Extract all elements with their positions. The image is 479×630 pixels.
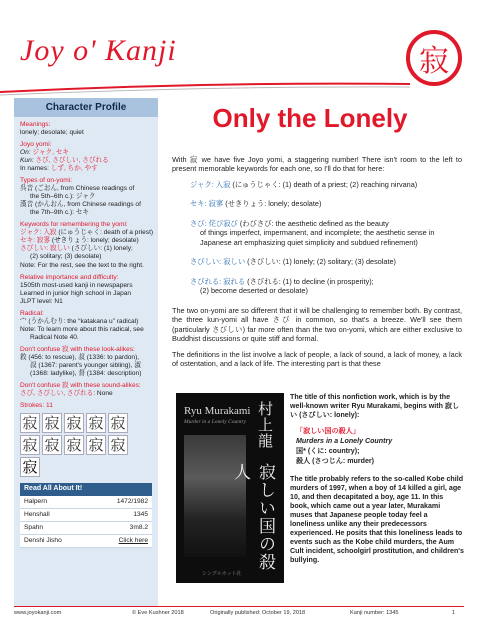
- look-alikes-title: Don't confuse 寂 with these look-alikes:: [20, 345, 135, 353]
- types-go-line: 呉音 (ごおん, from Chinese readings of: [20, 185, 135, 193]
- stroke-step: 寂: [86, 413, 106, 433]
- site-logo[interactable]: Joy o' Kanji: [20, 34, 177, 67]
- sidebox-intro: The title of this nonfiction work, which is by the well-known writer Ryu Murakami, begins with 寂しい (さびしい: lonely):: [290, 393, 460, 420]
- ref-value: 1472/1982: [91, 496, 152, 509]
- cover-author-en: Ryu Murakami: [184, 405, 251, 417]
- entry-continuation: (2) become deserted or desolate): [200, 286, 308, 296]
- stroke-step: 寂: [64, 435, 84, 455]
- stroke-step: 寂: [42, 435, 62, 455]
- cover-title-jp: 寂しい国の殺人: [230, 463, 275, 571]
- sound-alikes-title: Don't confuse 寂 with these sound-alikes:: [20, 381, 141, 389]
- look-alikes-line-3[interactable]: (1368: ladylike), 督 (1384: description): [30, 369, 142, 377]
- book-vocab-2: 殺人 (さつじん: murder): [296, 457, 375, 466]
- keywords-note: Note: For the rest, see the text to the right.: [20, 261, 144, 269]
- footer-site-link[interactable]: www.joyokanji.com: [14, 610, 62, 616]
- sidebar-heading: Character Profile: [14, 98, 158, 117]
- stroke-order-grid: [20, 413, 152, 477]
- featured-kanji: 寂: [419, 44, 449, 79]
- yomi-entry-list: [172, 180, 462, 296]
- character-profile-sidebar: [14, 98, 158, 606]
- stroke-step: 寂: [86, 435, 106, 455]
- stroke-step: 寂: [42, 413, 62, 433]
- stroke-step-final: 寂: [20, 457, 40, 477]
- keyword-2-word[interactable]: セキ: 寂寥: [20, 237, 51, 245]
- entry-continuation: of things imperfect, impermanent, and incomplete; the aesthetic sense in Japanese art emphasizing quiet simplicity and subdued refinement): [200, 228, 435, 247]
- sound-alikes-none: : None: [93, 389, 113, 397]
- importance-line-1: 1505th most-used kanji in newspapers: [20, 281, 133, 289]
- list-item: [190, 257, 462, 266]
- keyword-3-cont: (2) solitary; (3) desolate): [30, 253, 102, 261]
- entry-reading: ジャク: 入寂: [190, 179, 231, 189]
- stroke-step: 寂: [108, 435, 128, 455]
- importance-line-2: Learned in junior high school in Japan: [20, 289, 132, 297]
- ref-value: 3m8.2: [91, 521, 152, 534]
- look-alikes-line-1[interactable]: 救 (456: to rescue), 叔 (1336: to pardon),: [20, 353, 140, 361]
- on-readings: ジャク, セキ: [32, 149, 69, 157]
- kun-readings: さび, さびしい, さびれる: [35, 157, 109, 165]
- ref-name: Henshall: [20, 508, 91, 521]
- table-row: [20, 534, 152, 547]
- entry-gloss: (にゅうじゃく: (1) death of a priest; (2) reaching nirvana): [230, 179, 418, 189]
- entry-reading: さびれる: 寂れる: [190, 276, 246, 286]
- body-paragraph-3: The definitions in the list involve a lack of people, a lack of sound, a lack of money, a lack of ostentation, and a lack of life. The interesting part is that these: [172, 349, 462, 369]
- importance-title: Relative importance and difficulty:: [20, 273, 119, 281]
- read-all-table: [20, 483, 152, 548]
- table-row: [20, 521, 152, 534]
- entry-reading: さび: 侘び寂び: [190, 218, 238, 228]
- ref-value: 1345: [91, 508, 152, 521]
- footer-copyright: © Eve Kushner 2018: [132, 610, 184, 616]
- entry-reading: セキ: 寂寥: [190, 199, 224, 209]
- footer-kanji-number: Kanji number: 1345: [350, 610, 399, 616]
- table-row: [20, 508, 152, 521]
- sidebox-body: The title probably refers to the so-called Kobe child murders of 1997, when a boy of 14 killed a girl, age 10, and then decapitated a boy, age 11. In this book, which came out a year later, Murakami muses that Japanese people today feel a loneliness unlike any their predecessors experienced. He posits that this loneliness leads to events such as the Kobe child murders, the Aum Cult incident, schoolgirl prostitution, and children's bullying.: [290, 474, 464, 565]
- intro-paragraph: With 寂 we have five Joyo yomi, a staggering number! There isn't room to the left to present memorable keywords for each one, so I'll do that for here:: [172, 155, 462, 174]
- names-label: In names:: [20, 165, 49, 173]
- keyword-1-gloss: (にゅうじゃく: death of a priest): [56, 229, 154, 237]
- book-vocab-1: 国* (くに: country);: [296, 447, 360, 456]
- types-go-line2: the 5th–6th c.): ジャク: [30, 193, 96, 201]
- stroke-step: 寂: [20, 435, 40, 455]
- keyword-3-word[interactable]: さびしい: 寂しい: [20, 245, 70, 253]
- on-label: On:: [20, 149, 31, 157]
- importance-line-3: JLPT level: N1: [20, 297, 63, 305]
- book-sidebox: [290, 393, 464, 572]
- list-item: [190, 277, 462, 296]
- table-row: [20, 496, 152, 509]
- entry-gloss: (さびれる: (1) to decline (in prosperity);: [245, 276, 374, 286]
- stroke-step: 寂: [64, 413, 84, 433]
- ref-name: Spahn: [20, 521, 91, 534]
- radical-line-2: Note: To learn more about this radical, see: [20, 325, 144, 333]
- read-all-heading: Read All About It!: [20, 483, 152, 496]
- look-alikes-line-2[interactable]: 叔 (1367: parent's younger sibling), 淑: [30, 361, 141, 369]
- header-swoosh: [0, 78, 410, 98]
- footer-divider: [14, 606, 464, 607]
- book-title-jp: 「寂しい国の殺人」: [296, 427, 360, 436]
- sound-alikes-readings: さび, さびしい, さびれる: [20, 389, 94, 397]
- stroke-step: 寂: [108, 413, 128, 433]
- radical-note-link[interactable]: Radical Note 40.: [30, 333, 79, 341]
- types-title: Types of on-yomi:: [20, 177, 73, 185]
- radical-line-1: 宀 (うかんむり: the “katakana u” radical): [20, 317, 139, 325]
- keyword-3-gloss: (さびしい: (1) lonely;: [69, 245, 133, 253]
- main-essay: [172, 155, 462, 375]
- entry-reading: さびしい: 寂しい: [190, 257, 246, 267]
- list-item: [190, 180, 462, 189]
- strokes-title: Strokes: 11: [20, 401, 53, 409]
- keyword-2-gloss: (せきりょう: lonely; desolate): [50, 237, 139, 245]
- book-cover-image: [176, 393, 284, 583]
- ref-name: Denshi Jisho: [20, 534, 91, 547]
- meanings-text: lonely; desolate; quiet: [20, 129, 84, 137]
- kun-label: Kun:: [20, 157, 34, 165]
- list-item: [190, 219, 462, 247]
- denshi-jisho-link[interactable]: Click here: [91, 534, 152, 547]
- list-item: [190, 199, 462, 208]
- types-kan-line2: the 7th–9th c.): セキ: [30, 209, 90, 217]
- entry-gloss: (わびさび: the aesthetic defined as the beauty: [237, 218, 389, 228]
- footer-page-number: 1: [452, 610, 456, 616]
- entry-gloss: (せきりょう: lonely; desolate): [223, 199, 322, 209]
- meanings-title: Meanings:: [20, 121, 51, 128]
- footer-published: Originally published: October 19, 2018: [210, 610, 306, 616]
- keyword-1-word[interactable]: ジャク: 入寂: [20, 229, 57, 237]
- cover-subtitle-en: Murder in a Lonely Country: [184, 419, 247, 425]
- types-kan-line: 漢音 (かんおん, from Chinese readings of: [20, 201, 141, 209]
- joyo-yomi-title: Joyo yomi:: [20, 141, 52, 149]
- book-title-en: Murders in a Lonely Country: [296, 437, 393, 446]
- cover-publisher: シングルカット社: [202, 571, 242, 577]
- keywords-title: Keywords for remembering the yomi:: [20, 221, 128, 229]
- entry-gloss: (さびしい: (1) lonely; (2) solitary; (3) desolate): [245, 257, 396, 267]
- cover-author-jp: 村上龍: [256, 401, 274, 449]
- stroke-step: 寂: [20, 413, 40, 433]
- radical-title: Radical:: [20, 309, 44, 317]
- page-title: Only the Lonely: [212, 103, 408, 133]
- ref-name: Halpern: [20, 496, 91, 509]
- body-paragraph-2: The two on-yomi are so different that it will be challenging to remember both. By contrast, the three kun-yomi all have さび in common, so that's a breeze. We'll see them (particularly さびしい) far more often than the two on-yomi, which are either exclusive to Buddhist discussions or quite stiff and formal.: [172, 305, 462, 344]
- featured-kanji-badge: [406, 30, 462, 86]
- name-readings: しず, ちか, やす: [50, 165, 98, 173]
